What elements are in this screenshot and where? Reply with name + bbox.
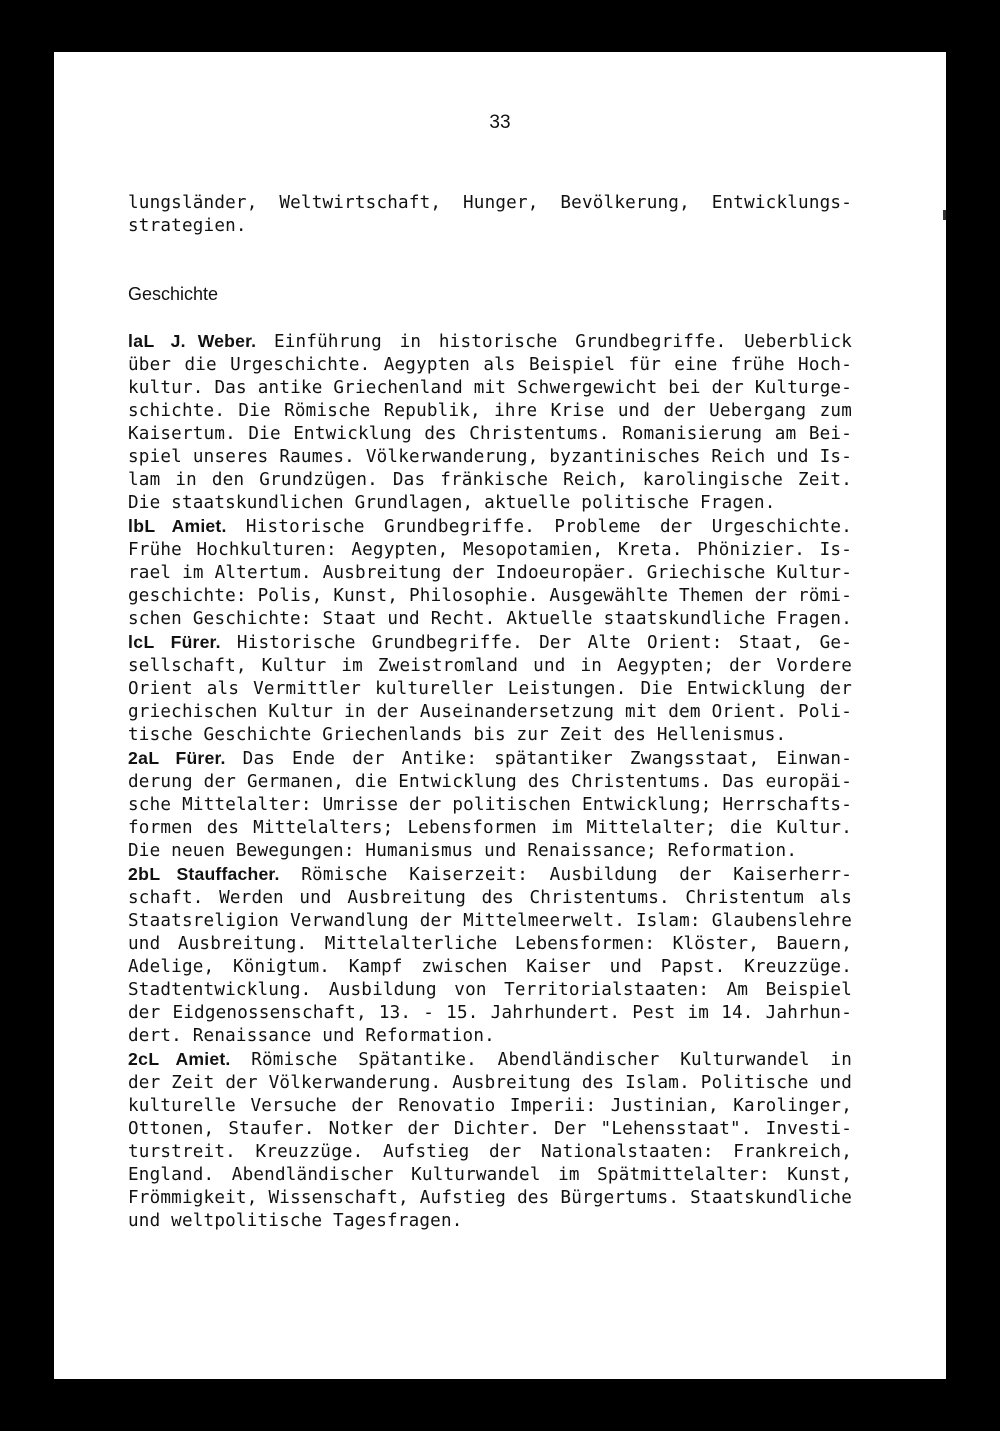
intro-line: strategien. [128, 216, 247, 236]
course-entry-first-line [128, 863, 852, 887]
course-description: Historische Grundbegriffe. Probleme der Urgeschichte. [245, 517, 852, 537]
course-description: Das Ende der Antike: spätantiker Zwangsstaat, Einwan- [242, 749, 853, 769]
course-line: Kaisertum. Die Entwicklung des Christentums. Romanisierung am Bei- [128, 424, 852, 444]
course-line: sche Mittelalter: Umrisse der politischen Entwicklung; Herrschafts- [128, 795, 852, 815]
course-line: dert. Renaissance und Reformation. [128, 1026, 495, 1046]
course-line: schichte. Die Römische Republik, ihre Krise und der Uebergang zum [128, 401, 852, 421]
course-entry-first-line [128, 330, 852, 354]
course-line: lam in den Grundzügen. Das fränkische Reich, karolingische Zeit. [128, 470, 852, 490]
course-entry-first-line [128, 515, 852, 539]
course-line: Die staatskundlichen Grundlagen, aktuelle politische Fragen. [128, 493, 776, 513]
document-page [54, 52, 946, 1379]
course-teacher: Amiet. [171, 516, 227, 536]
course-code: laL [128, 331, 155, 351]
course-line: kulturelle Versuche der Renovatio Imperii: Justinian, Karolinger, [128, 1096, 852, 1116]
course-line: schen Geschichte: Staat und Recht. Aktuelle staatskundliche Fragen. [128, 609, 852, 629]
course-code: 2cL [128, 1049, 160, 1069]
course-code: lcL [128, 632, 155, 652]
course-line: griechischen Kultur in der Auseinandersetzung mit dem Orient. Poli- [128, 702, 852, 722]
course-line: spiel unseres Raumes. Völkerwanderung, byzantinisches Reich und Is- [128, 447, 852, 467]
course-line: England. Abendländischer Kulturwandel im Spätmittelalter: Kunst, [128, 1165, 852, 1185]
course-code: 2bL [128, 864, 161, 884]
course-teacher: Stauffacher. [176, 864, 280, 884]
intro-line: lungsländer, Weltwirtschaft, Hunger, Bevölkerung, Entwicklungs- [128, 193, 852, 213]
scan-mark [943, 210, 946, 220]
course-teacher: Amiet. [175, 1049, 231, 1069]
page-number: 33 [489, 112, 511, 133]
course-code: lbL [128, 516, 156, 536]
course-description: Einführung in historische Grundbegriffe. Ueberblick [273, 332, 852, 352]
course-description: Historische Grundbegriffe. Der Alte Orient: Staat, Ge- [236, 633, 852, 653]
course-line: Frömmigkeit, Wissenschaft, Aufstieg des Bürgertums. Staatskundliche [128, 1188, 852, 1208]
course-line: schaft. Werden und Ausbreitung des Christentums. Christentum als [128, 888, 852, 908]
course-line: tische Geschichte Griechenlands bis zur Zeit des Hellenismus. [128, 725, 787, 745]
course-line: der Zeit der Völkerwanderung. Ausbreitung des Islam. Politische und [128, 1073, 852, 1093]
course-line: Adelige, Königtum. Kampf zwischen Kaiser und Papst. Kreuzzüge. [128, 957, 852, 977]
course-line: geschichte: Polis, Kunst, Philosophie. Ausgewählte Themen der römi- [128, 586, 852, 606]
course-line: Orient als Vermittler kultureller Leistungen. Die Entwicklung der [128, 679, 852, 699]
intro-paragraph [128, 192, 852, 238]
course-code: 2aL [128, 748, 160, 768]
section-heading: Geschichte [128, 284, 219, 304]
course-line: Ottonen, Staufer. Notker der Dichter. Der "Lehensstaat". Investi- [128, 1119, 852, 1139]
course-teacher: Fürer. [175, 748, 226, 768]
course-list [128, 330, 852, 1233]
course-line: sellschaft, Kultur im Zweistromland und in Aegypten; der Vordere [128, 656, 852, 676]
course-line: über die Urgeschichte. Aegypten als Beispiel für eine frühe Hoch- [128, 355, 852, 375]
course-line: formen des Mittelalters; Lebensformen im Mittelalter; die Kultur. [128, 818, 852, 838]
course-line: derung der Germanen, die Entwicklung des Christentums. Das europäi- [128, 772, 852, 792]
course-teacher: J. Weber. [170, 331, 257, 351]
course-line: Stadtentwicklung. Ausbildung von Territorialstaaten: Am Beispiel [128, 980, 852, 1000]
course-line: der Eidgenossenschaft, 13. - 15. Jahrhundert. Pest im 14. Jahrhun- [128, 1003, 852, 1023]
course-line: turstreit. Kreuzzüge. Aufstieg der Nationalstaaten: Frankreich, [128, 1142, 852, 1162]
course-entry-first-line [128, 631, 852, 655]
course-teacher: Fürer. [170, 632, 221, 652]
course-line: und weltpolitische Tagesfragen. [128, 1211, 463, 1231]
course-line: rael im Altertum. Ausbreitung der Indoeuropäer. Griechische Kultur- [128, 563, 852, 583]
course-line: Die neuen Bewegungen: Humanismus und Renaissance; Reformation. [128, 841, 798, 861]
course-line: kultur. Das antike Griechenland mit Schwergewicht bei der Kulturge- [128, 378, 852, 398]
course-description: Römische Spätantike. Abendländischer Kulturwandel in [251, 1050, 853, 1070]
course-description: Römische Kaiserzeit: Ausbildung der Kaiserherr- [301, 865, 852, 885]
course-line: und Ausbreitung. Mittelalterliche Lebensformen: Klöster, Bauern, [128, 934, 852, 954]
course-line: Frühe Hochkulturen: Aegypten, Mesopotamien, Kreta. Phönizier. Is- [128, 540, 852, 560]
course-entry-first-line [128, 1048, 852, 1072]
course-line: Staatsreligion Verwandlung der Mittelmeerwelt. Islam: Glaubenslehre [128, 911, 852, 931]
course-entry-first-line [128, 747, 852, 771]
